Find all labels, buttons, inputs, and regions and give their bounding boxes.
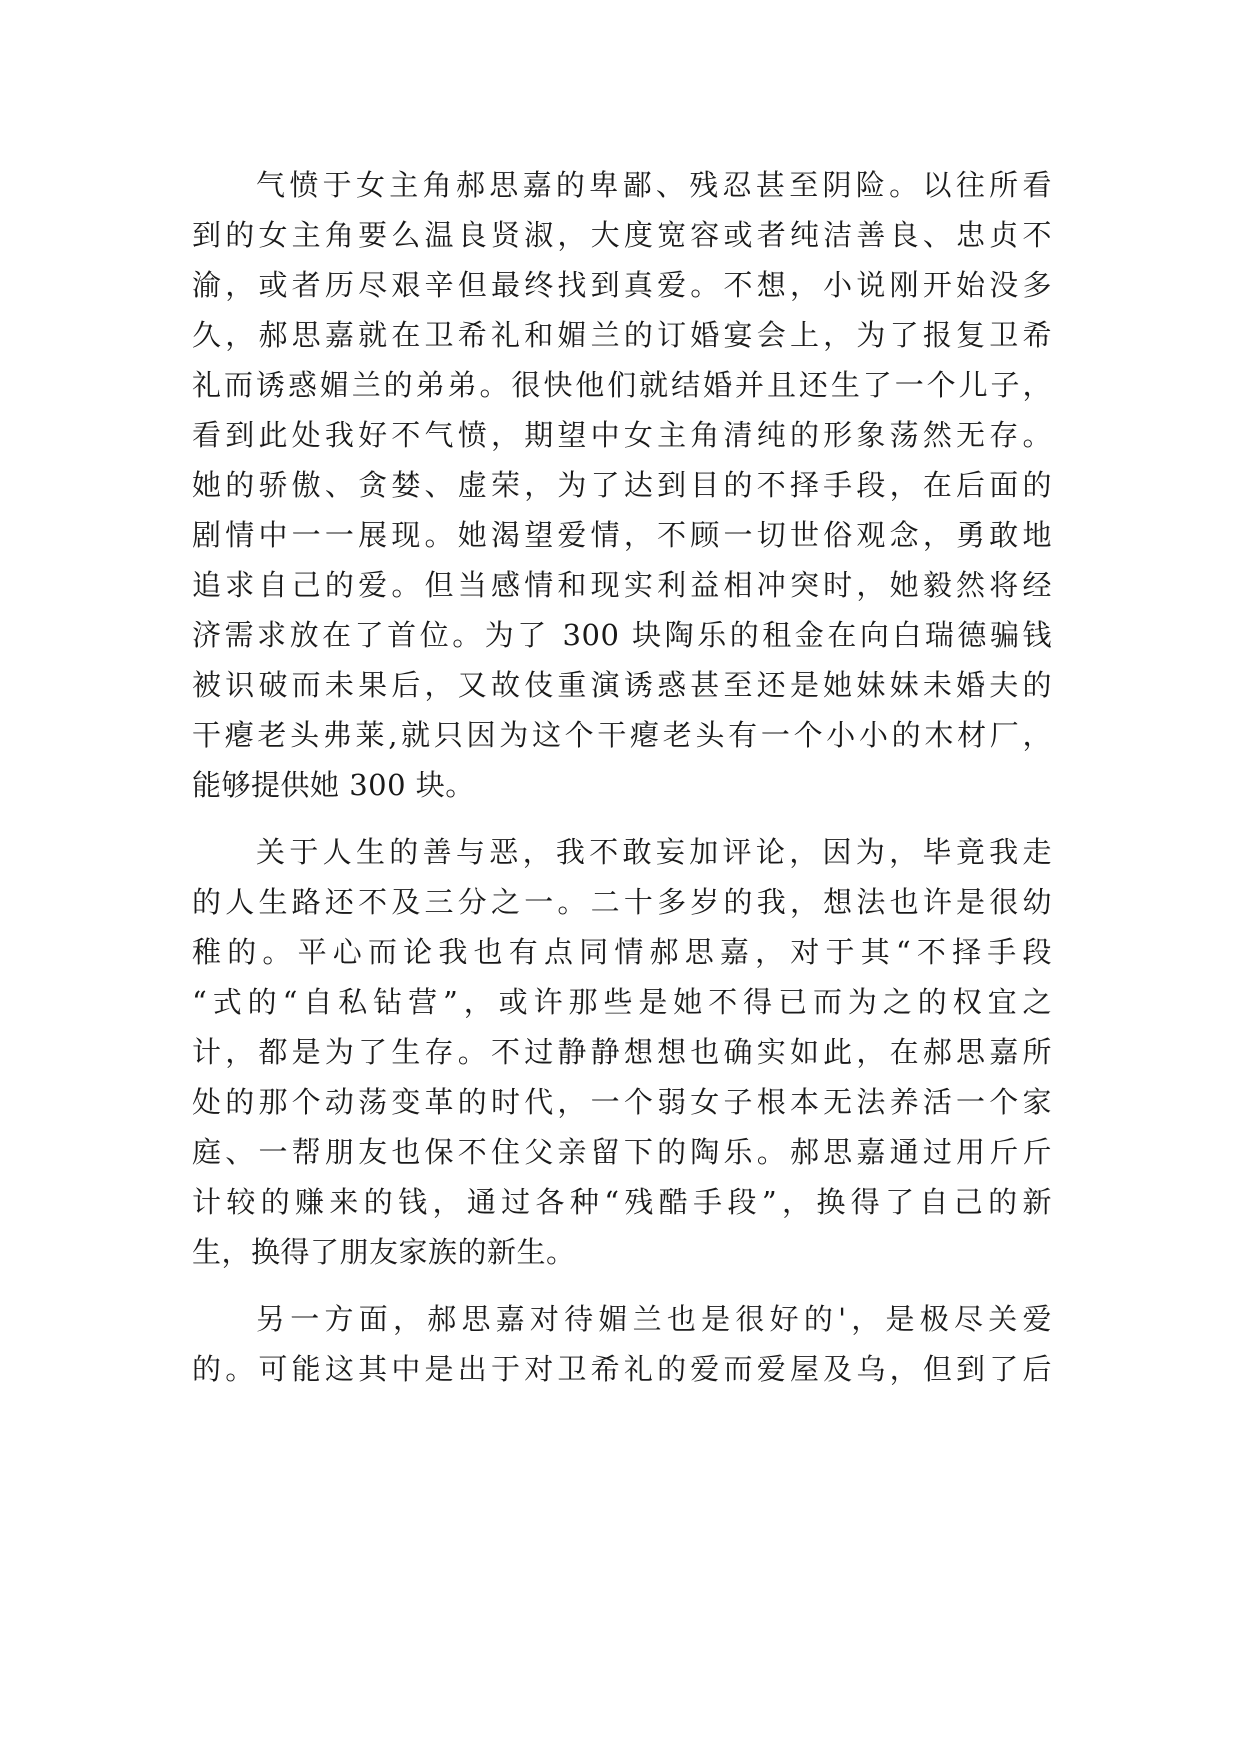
paragraph — [192, 827, 1052, 1277]
text-line: 的。可能这其中是出于对卫希礼的爱而爱屋及乌，但到了后 — [192, 1352, 1052, 1386]
text-line: 计，都是为了生存。不过静静想想也确实如此，在郝思嘉所 — [192, 1035, 1052, 1069]
text-line: 济需求放在了首位。为了 300 块陶乐的租金在向白瑞德骗钱 — [192, 618, 1052, 652]
text-line: 关于人生的善与恶，我不敢妄加评论，因为，毕竟我走 — [256, 835, 1052, 869]
text-line: 到的女主角要么温良贤淑，大度宽容或者纯洁善良、忠贞不 — [192, 218, 1052, 252]
paragraph-spacer — [192, 1277, 1052, 1294]
text-line: 气愤于女主角郝思嘉的卑鄙、残忍甚至阴险。以往所看 — [256, 168, 1052, 202]
text-line: 的人生路还不及三分之一。二十多岁的我，想法也许是很幼 — [192, 885, 1052, 919]
text-line: 能够提供她 300 块。 — [192, 768, 475, 802]
text-line: 礼而诱惑媚兰的弟弟。很快他们就结婚并且还生了一个儿子， — [192, 368, 1052, 402]
text-line: 庭、一帮朋友也保不住父亲留下的陶乐。郝思嘉通过用斤斤 — [192, 1135, 1052, 1169]
paragraph — [192, 160, 1052, 810]
text-line: “式的“自私钻营”，或许那些是她不得已而为之的权宜之 — [192, 985, 1052, 1019]
text-line: 生，换得了朋友家族的新生。 — [192, 1235, 576, 1269]
paragraph-spacer — [192, 810, 1052, 827]
paragraph — [192, 1294, 1052, 1394]
text-line: 追求自己的爱。但当感情和现实利益相冲突时，她毅然将经 — [192, 568, 1052, 602]
text-line: 看到此处我好不气愤，期望中女主角清纯的形象荡然无存。 — [192, 418, 1052, 452]
text-line: 剧情中一一展现。她渴望爱情，不顾一切世俗观念，勇敢地 — [192, 518, 1052, 552]
text-line: 计较的赚来的钱，通过各种“残酷手段”，换得了自己的新 — [192, 1185, 1052, 1219]
text-line: 处的那个动荡变革的时代，一个弱女子根本无法养活一个家 — [192, 1085, 1052, 1119]
article-body — [192, 160, 1052, 1394]
text-line: 渝，或者历尽艰辛但最终找到真爱。不想，小说刚开始没多 — [192, 268, 1052, 302]
text-line: 被识破而未果后，又故伎重演诱惑甚至还是她妹妹未婚夫的 — [192, 668, 1052, 702]
text-line: 干瘪老头弗莱,就只因为这个干瘪老头有一个小小的木材厂， — [192, 718, 1052, 752]
text-line: 久，郝思嘉就在卫希礼和媚兰的订婚宴会上，为了报复卫希 — [192, 318, 1052, 352]
text-line: 稚的。平心而论我也有点同情郝思嘉，对于其“不择手段 — [192, 935, 1052, 969]
text-line: 另一方面，郝思嘉对待媚兰也是很好的'，是极尽关爱 — [256, 1302, 1052, 1336]
text-line: 她的骄傲、贪婪、虚荣，为了达到目的不择手段，在后面的 — [192, 468, 1052, 502]
